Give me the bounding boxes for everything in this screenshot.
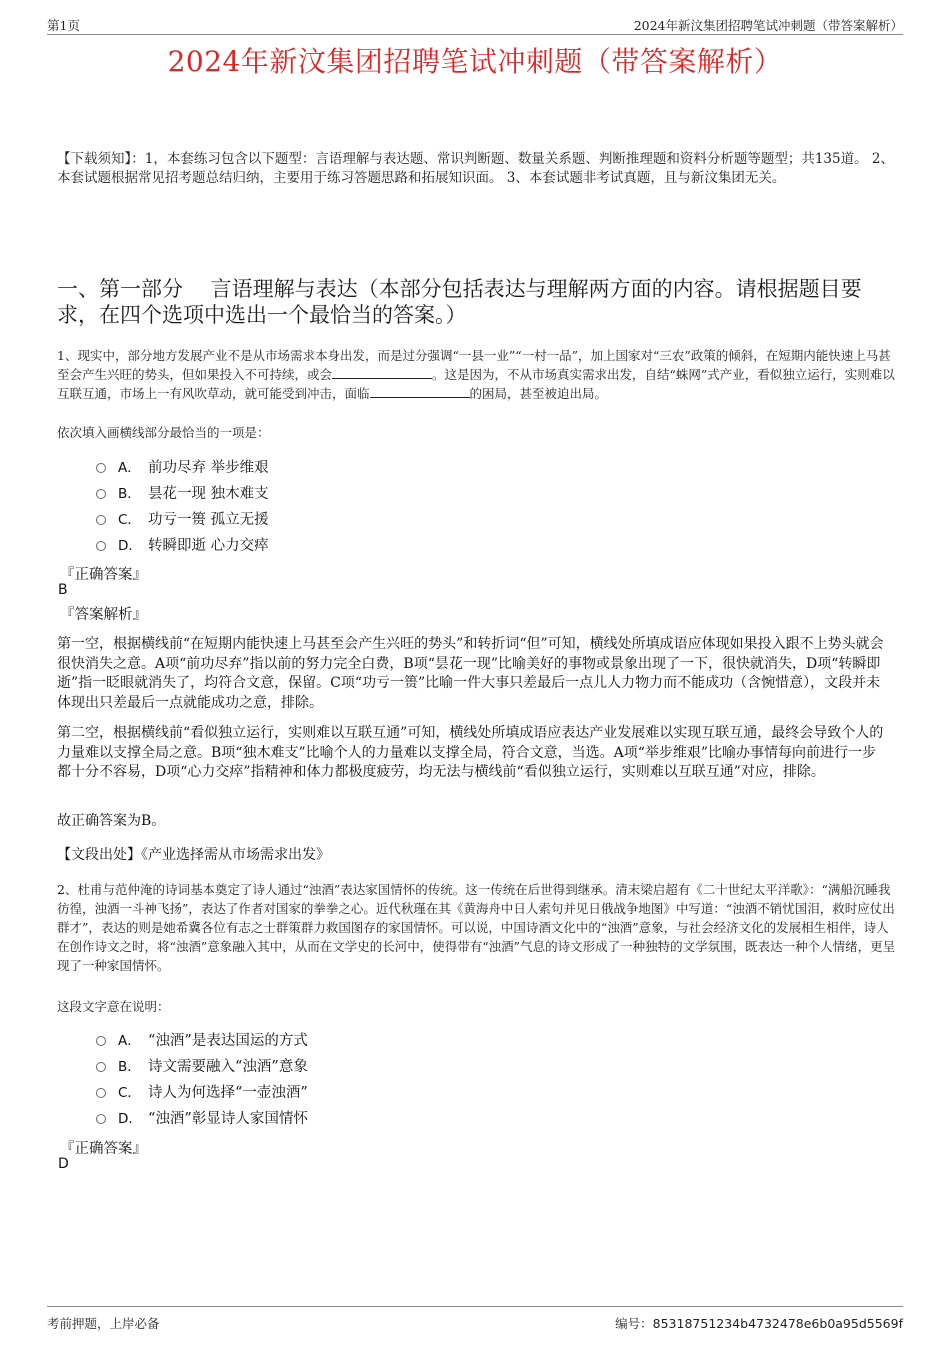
option-text: 诗人为何选择“一壶浊酒” xyxy=(148,1084,308,1101)
option-letter: D． xyxy=(118,1111,142,1127)
option-text: 转瞬即逝 心力交瘁 xyxy=(148,537,269,554)
analysis-label: 『答案解析』 xyxy=(60,607,147,623)
option-text: 前功尽弃 举步维艰 xyxy=(148,459,269,476)
answer-value: B xyxy=(58,582,68,598)
option-d[interactable] xyxy=(96,531,269,557)
option-letter: A． xyxy=(118,1033,141,1049)
question-2-options xyxy=(96,1026,308,1130)
document-title: 2024年新汶集团招聘笔试冲刺题（带答案解析） xyxy=(167,45,783,78)
question-1-prompt: 依次填入画横线部分最恰当的一项是： xyxy=(57,425,270,440)
question-1-text-part-a: 1、现实中，部分地方发展产业不是从市场需求本身出发，而是过分强调“一县一业”“一村一品”，加上国家对“三农”政策的倾斜，在短期内能快速上马甚至会产生兴旺的势头，但如果投入不可持续，或会 xyxy=(57,348,891,382)
radio-icon[interactable] xyxy=(96,541,106,551)
option-text: 功亏一篑 孤立无援 xyxy=(148,511,269,528)
radio-icon[interactable] xyxy=(96,515,106,525)
question-2-prompt: 这段文字意在说明： xyxy=(57,999,170,1014)
fill-blank-1 xyxy=(332,366,432,379)
fill-blank-2 xyxy=(370,385,470,398)
answer-label: 『正确答案』 xyxy=(60,567,147,583)
answer-label: 『正确答案』 xyxy=(60,1141,147,1157)
option-a[interactable] xyxy=(96,453,269,479)
option-d[interactable] xyxy=(96,1104,308,1130)
option-c[interactable] xyxy=(96,1078,308,1104)
option-letter: A． xyxy=(118,460,141,476)
option-text: “浊酒”是表达国运的方式 xyxy=(148,1032,308,1049)
analysis-paragraph-1: 第一空，根据横线前“在短期内能快速上马甚至会产生兴旺的势头”和转折词“但”可知，横线处所填成语应体现如果投入跟不上势头就会很快消失之意。A项“前功尽弃”指以前的努力完全白费，B项“昙花一现”比喻美好的事物或景象出现了一下，很快就消失，D项“转瞬即逝”指一眨眼就消失了，均符合文意，保留。C项“功亏一篑”比喻一件大事只差最后一点儿人力物力而不能成功（含惋惜意），文段并未体现出只差最后一点就能成功之意，排除。 xyxy=(57,636,884,711)
option-c[interactable] xyxy=(96,505,269,531)
analysis-conclusion: 故正确答案为B。 xyxy=(57,813,166,829)
answer-value: D xyxy=(58,1156,69,1172)
option-letter: C． xyxy=(118,512,141,528)
option-b[interactable] xyxy=(96,1052,308,1078)
running-title: 2024年新汶集团招聘笔试冲刺题（带答案解析） xyxy=(633,18,903,33)
option-letter: C． xyxy=(118,1085,141,1101)
option-b[interactable] xyxy=(96,479,269,505)
radio-icon[interactable] xyxy=(96,1088,106,1098)
page-number: 第1页 xyxy=(47,18,80,33)
option-letter: D． xyxy=(118,538,142,554)
download-notice: 【下载须知】：1，本套练习包含以下题型：言语理解与表达题、常识判断题、数量关系题、判断推理题和资料分析题等题型；共135道。 2、本套试题根据常见招考题总结归纳，主要用于练习答题思路和拓展知识面。 3、本套试题非考试真题，且与新汶集团无关。 xyxy=(57,151,894,186)
document-code xyxy=(615,1314,903,1332)
option-text: “浊酒”彰显诗人家国情怀 xyxy=(148,1110,308,1127)
radio-icon[interactable] xyxy=(96,1036,106,1046)
footer-slogan: 考前押题，上岸必备 xyxy=(47,1316,160,1331)
question-1-text xyxy=(57,346,897,403)
option-a[interactable] xyxy=(96,1026,308,1052)
question-2-text: 2、杜甫与范仲淹的诗词基本奠定了诗人通过“浊酒”表达家国情怀的传统。这一传统在后世得到继承。清末梁启超有《二十世纪太平洋歌》：“满船沉睡我彷徨，浊酒一斗神飞扬”，表达了作者对国家的拳拳之心。近代秋瑾在其《黄海舟中日人索句并见日俄战争地图》中写道：“浊酒不销忧国泪，救时应仗出群才”，表达的则是她希冀各位有志之士群策群力救国图存的家国情怀。可以说，中国诗酒文化中的“浊酒”意象，与社会经济文化的发展相生相伴，诗人在创作诗文之时，将“浊酒”意象融入其中，从而在文学史的长河中，使得带有“浊酒”气息的诗文形成了一种独特的文学氛围，既表达一种个人情绪，更呈现了一种家国情怀。 xyxy=(57,882,896,973)
question-1-options xyxy=(96,453,269,557)
option-letter: B． xyxy=(118,1059,141,1075)
section-title: 一、第一部分 言语理解与表达（本部分包括表达与理解两方面的内容。请根据题目要求，在四个选项中选出一个最恰当的答案。） xyxy=(57,277,862,327)
radio-icon[interactable] xyxy=(96,463,106,473)
radio-icon[interactable] xyxy=(96,1062,106,1072)
code-label: 编号： xyxy=(615,1316,653,1331)
question-1-text-part-b: 。这是因为，不从市场真实需求出发，自结“蛛网”式产业，看似独立运行，实则难以互联互通，市场上一有风吹草动，就可能受到冲击，面临 xyxy=(57,367,895,401)
option-letter: B． xyxy=(118,486,141,502)
radio-icon[interactable] xyxy=(96,489,106,499)
option-text: 诗文需要融入“浊酒”意象 xyxy=(148,1058,308,1075)
question-1-text-part-c: 的困局，甚至被迫出局。 xyxy=(469,386,608,401)
radio-icon[interactable] xyxy=(96,1114,106,1124)
page-header xyxy=(47,14,903,35)
code-value: 85318751234b4732478e6b0a95d5569f xyxy=(652,1316,903,1331)
page-footer xyxy=(47,1306,903,1329)
option-text: 昙花一现 独木难支 xyxy=(148,485,269,502)
text-source: 【文段出处】《产业选择需从市场需求出发》 xyxy=(57,847,330,863)
analysis-paragraph-2: 第二空，根据横线前“看似独立运行，实则难以互联互通”可知，横线处所填成语应表达产业发展难以实现互联互通，最终会导致个人的力量难以支撑全局之意。B项“独木难支”比喻个人的力量难以支撑全局，符合文意，当选。A项“举步维艰”比喻办事情每向前进行一步都十分不容易，D项“心力交瘁”指精神和体力都极度疲劳，均无法与横线前“看似独立运行，实则难以互联互通”对应，排除。 xyxy=(57,725,884,780)
